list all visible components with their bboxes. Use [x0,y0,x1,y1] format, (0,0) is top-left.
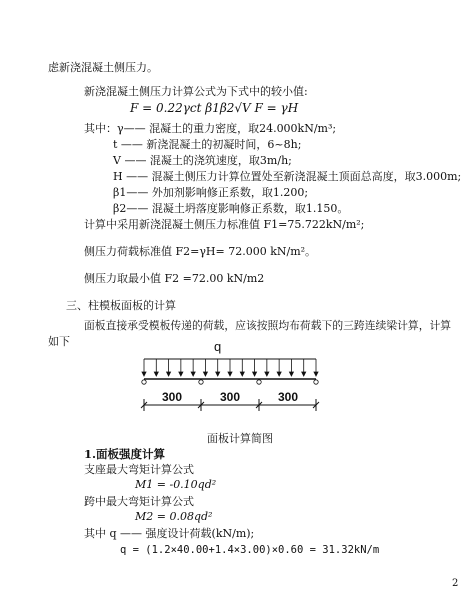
text-line: 计算中采用新浇混凝土侧压力标准值 F1=75.722kN/m²; [84,218,365,231]
text-line: 面板直接承受模板传递的荷载，应该按照均布荷载下的三跨连续梁计算，计算 [84,319,452,332]
text-line: 如下 [48,335,70,348]
diagram-caption: 面板计算简图 [207,432,273,445]
section-heading: 三、柱模板面板的计算 [66,299,176,312]
text-line: t —— 新浇混凝土的初凝时间，6~8h; [113,138,302,151]
text-line: q = (1.2×40.00+1.4×3.00)×0.60 = 31.32kN/m [120,544,380,556]
text-line: 支座最大弯矩计算公式 [84,463,194,476]
text-line: 侧压力荷载标准值 F2=γH= 72.000 kN/m²。 [84,245,317,258]
span-moment-formula: M2 = 0.08qd² [135,510,213,523]
load-arrowhead [203,372,207,376]
load-label: q [214,339,222,354]
supports [142,380,318,384]
support-node [142,380,146,384]
text-line: 侧压力取最小值 F2 =72.00 kN/m2 [84,272,265,285]
support-moment-formula: M1 = -0.10qd² [135,478,217,491]
page-number: 2 [452,578,459,589]
load-arrowhead [265,372,269,376]
load-arrowhead [228,372,232,376]
load-arrowhead [240,372,244,376]
text-line: V —— 混凝土的浇筑速度，取3m/h; [113,154,292,167]
load-arrowhead [314,372,318,376]
load-arrowhead [216,372,220,376]
pressure-formula: F = 0.22γct β1β2√V F = γH [130,101,299,115]
text-line: H —— 混凝土侧压力计算位置处至新浇混凝土顶面总高度，取3.000m; [113,170,462,183]
subsection-heading: 1.面板强度计算 [84,447,166,461]
text-line: β1—— 外加剂影响修正系数，取1.200; [113,186,309,199]
span-label-1: 300 [161,390,183,404]
load-arrowhead [179,372,183,376]
text-line: β2—— 混凝土坍落度影响修正系数，取1.150。 [113,202,349,215]
load-arrowhead [154,372,158,376]
load-arrowhead [289,372,293,376]
text-line: 其中：γ—— 混凝土的重力密度，取24.000kN/m³; [84,122,337,135]
text-line: 其中 q —— 强度设计荷载(kN/m); [84,527,255,540]
load-arrowhead [277,372,281,376]
load-arrowhead [302,372,306,376]
support-node [257,380,261,384]
text-line: 新浇混凝土侧压力计算公式为下式中的较小值: [84,85,308,98]
span-label-3: 300 [277,390,299,404]
load-arrowhead [167,372,171,376]
span-label-2: 300 [219,390,241,404]
load-arrowhead [253,372,257,376]
load-arrows [142,359,318,376]
text-line: 跨中最大弯矩计算公式 [84,495,194,508]
text-line: 虑新浇混凝土侧压力。 [48,61,158,74]
beam-diagram [130,335,330,445]
load-arrowhead [191,372,195,376]
support-node [199,380,203,384]
support-node [314,380,318,384]
load-arrowhead [142,372,146,376]
